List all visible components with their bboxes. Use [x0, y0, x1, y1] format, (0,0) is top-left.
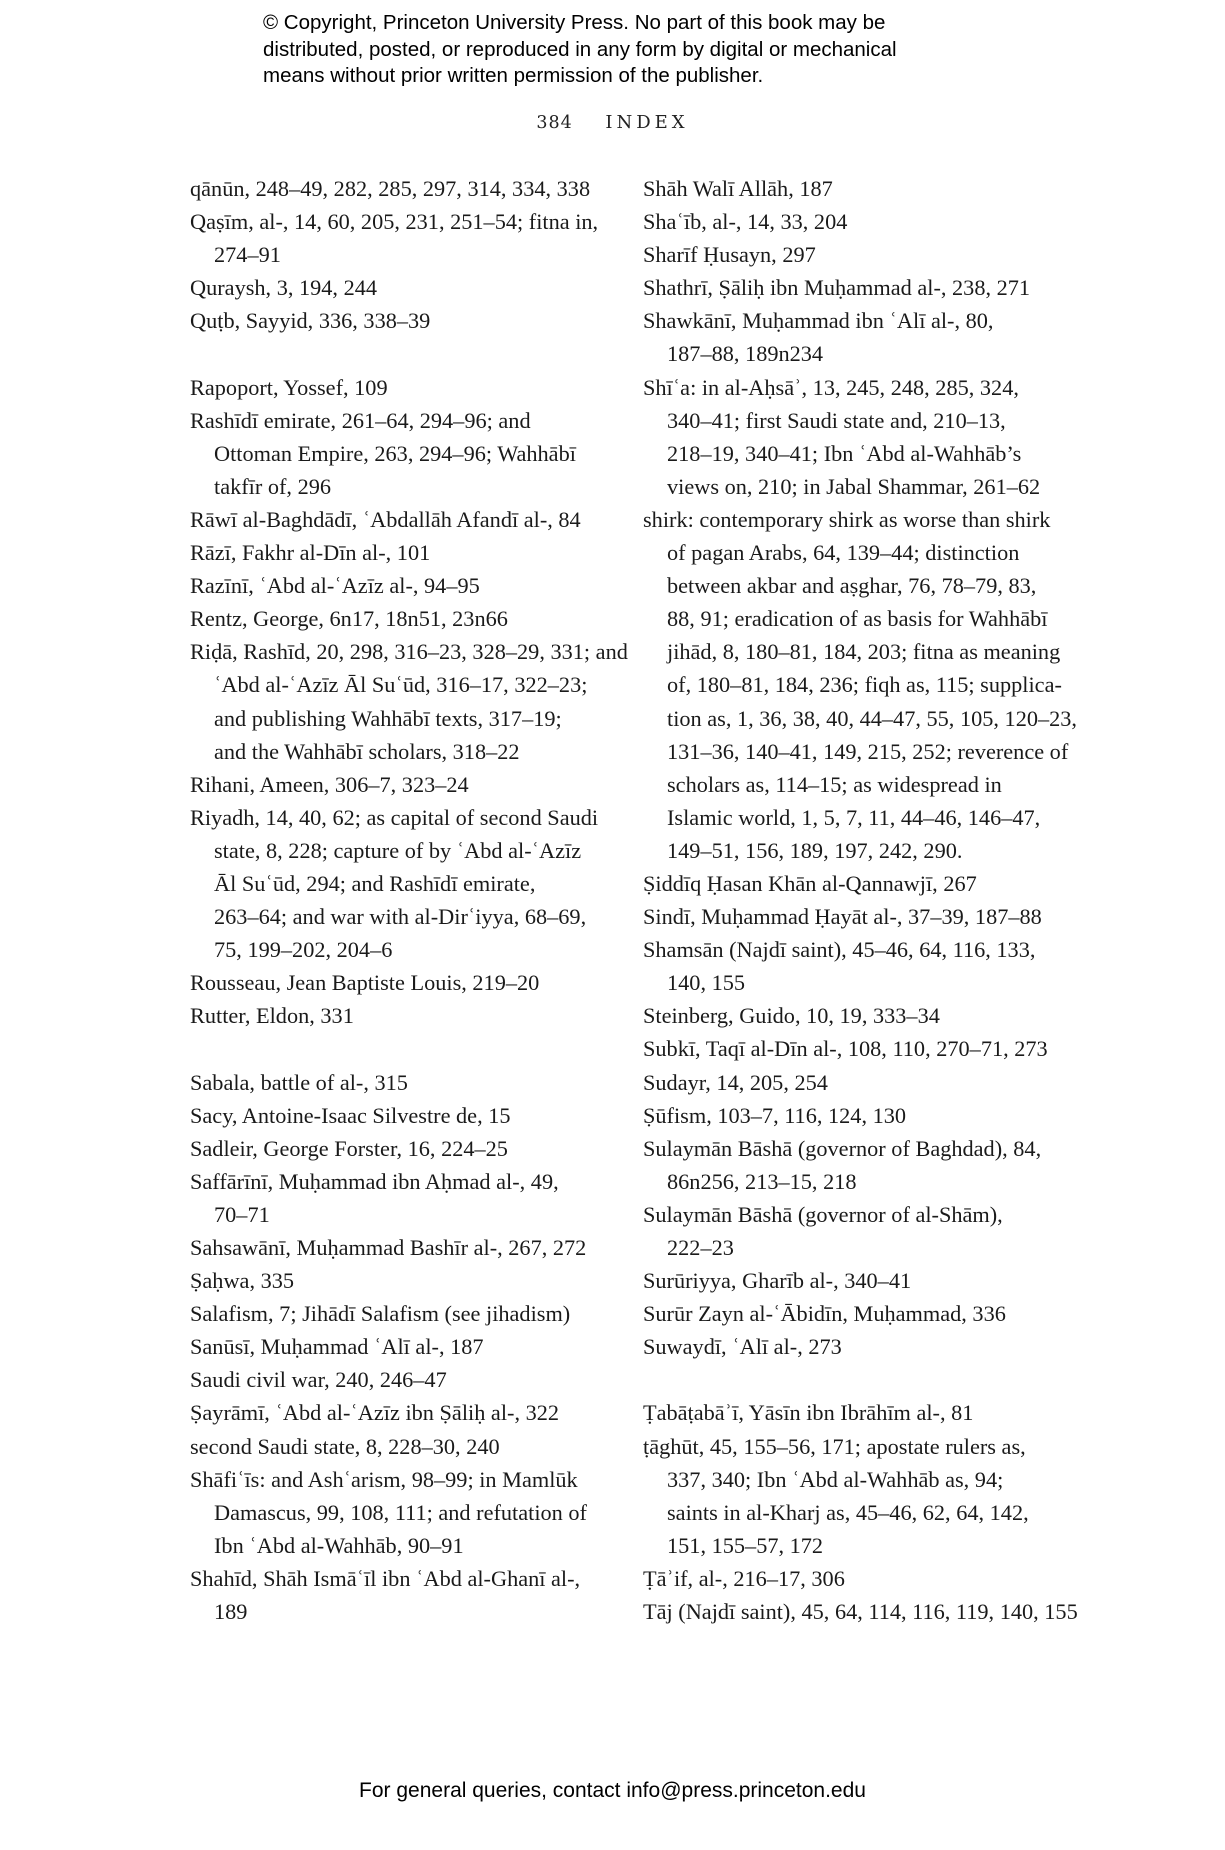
- index-entry: Shīʿa: in al-Aḥsāʾ, 13, 245, 248, 285, 324,: [643, 374, 1019, 400]
- index-entry-continuation: Islamic world, 1, 5, 7, 11, 44–46, 146–47,: [667, 804, 1041, 830]
- index-entry-continuation: Ibn ʿAbd al-Wahhāb, 90–91: [214, 1532, 464, 1558]
- index-entry-continuation: saints in al-Kharj as, 45–46, 62, 64, 142,: [667, 1499, 1029, 1525]
- index-entry: Ṭabāṭabāʾī, Yāsīn ibn Ibrāhīm al-, 81: [643, 1400, 974, 1426]
- index-entry: Ṣayrāmī, ʿAbd al-ʿAzīz ibn Ṣāliḥ al-, 322: [190, 1400, 560, 1426]
- index-entry: Ṭāʾif, al-, 216–17, 306: [643, 1565, 845, 1591]
- index-entry: Saudi civil war, 240, 246–47: [190, 1367, 447, 1393]
- index-entry: Rutter, Eldon, 331: [190, 1003, 354, 1029]
- index-entry-continuation: 88, 91; eradication of as basis for Wahhābī: [667, 606, 1048, 632]
- index-entry: second Saudi state, 8, 228–30, 240: [190, 1433, 500, 1459]
- index-entry: Rousseau, Jean Baptiste Louis, 219–20: [190, 970, 540, 996]
- index-entry-continuation: 263–64; and war with al-Dirʿiyya, 68–69,: [214, 904, 587, 930]
- index-entry-continuation: 70–71: [214, 1201, 270, 1227]
- index-entry: Sharīf Ḥusayn, 297: [643, 242, 816, 268]
- index-entry: Rashīdī emirate, 261–64, 294–96; and: [190, 407, 531, 433]
- section-gap: [190, 1032, 610, 1065]
- index-entry: Sahsawānī, Muḥammad Bashīr al-, 267, 272: [190, 1235, 587, 1260]
- index-entry: Sabala, battle of al-, 315: [190, 1069, 408, 1095]
- index-entry-continuation: 337, 340; Ibn ʿAbd al-Wahhāb as, 94;: [667, 1466, 1004, 1492]
- section-gap: [643, 1363, 1073, 1396]
- index-entry: Sanūsī, Muḥammad ʿAlī al-, 187: [190, 1334, 484, 1360]
- index-entry: ṭāghūt, 45, 155–56, 171; apostate rulers as,: [643, 1433, 1026, 1459]
- index-entry-continuation: and publishing Wahhābī texts, 317–19;: [214, 705, 562, 731]
- index-column-right: [643, 172, 1078, 1628]
- index-entry: shirk: contemporary shirk as worse than shirk: [643, 506, 1051, 532]
- running-head: [0, 112, 1225, 133]
- index-entry: Saffārīnī, Muḥammad ibn Aḥmad al-, 49,: [190, 1168, 559, 1194]
- index-entry: Shawkānī, Muḥammad ibn ʿAlī al-, 80,: [643, 308, 994, 334]
- index-entry: Rapoport, Yossef, 109: [190, 374, 388, 400]
- copyright-line: means without prior written permission of the publisher.: [263, 64, 764, 87]
- index-entry-continuation: of pagan Arabs, 64, 139–44; distinction: [667, 540, 1020, 566]
- index-entry: Rentz, George, 6n17, 18n51, 23n66: [190, 606, 508, 632]
- index-entry-continuation: 340–41; first Saudi state and, 210–13,: [667, 407, 1006, 433]
- index-entry-continuation: Damascus, 99, 108, 111; and refutation of: [214, 1499, 587, 1525]
- index-entry-continuation: 151, 155–57, 172: [667, 1532, 824, 1558]
- index-entry: Quraysh, 3, 194, 244: [190, 275, 378, 301]
- index-entry: Ṣūfism, 103–7, 116, 124, 130: [643, 1102, 907, 1128]
- index-entry-continuation: Āl Suʿūd, 294; and Rashīdī emirate,: [214, 870, 536, 896]
- page-title: INDEX: [605, 112, 689, 133]
- index-entry: Qaṣīm, al-, 14, 60, 205, 231, 251–54; fitna in,: [190, 209, 599, 235]
- index-entry-continuation: tion as, 1, 36, 38, 40, 44–47, 55, 105, 120–23,: [667, 705, 1078, 731]
- index-entry-continuation: state, 8, 228; capture of by ʿAbd al-ʿAzīz: [214, 837, 582, 863]
- index-entry: Shahīd, Shāh Ismāʿīl ibn ʿAbd al-Ghanī al-,: [190, 1565, 581, 1591]
- index-entry-continuation: 149–51, 156, 189, 197, 242, 290.: [667, 837, 963, 863]
- index-entry: Surūriyya, Gharīb al-, 340–41: [643, 1268, 912, 1294]
- index-entry-continuation: and the Wahhābī scholars, 318–22: [214, 738, 520, 764]
- index-entry: Suwaydī, ʿAlī al-, 273: [643, 1334, 842, 1360]
- index-entry: Shaʿīb, al-, 14, 33, 204: [643, 209, 848, 235]
- copyright-line: © Copyright, Princeton University Press. No part of this book may be: [263, 11, 886, 34]
- index-entry: Sudayr, 14, 205, 254: [643, 1069, 828, 1095]
- index-entry: Sindī, Muḥammad Ḥayāt al-, 37–39, 187–88: [643, 904, 1042, 930]
- index-entry-continuation: takfīr of, 296: [214, 473, 332, 499]
- index-entry: Rihani, Ameen, 306–7, 323–24: [190, 771, 469, 797]
- index-entry-continuation: of, 180–81, 184, 236; fiqh as, 115; supplica-: [667, 672, 1062, 698]
- index-entry: Tāj (Najdī saint), 45, 64, 114, 116, 119, 140, 155: [643, 1599, 1078, 1625]
- copyright-line: distributed, posted, or reproduced in any form by digital or mechanical: [263, 37, 897, 61]
- index-entry-continuation: 218–19, 340–41; Ibn ʿAbd al-Wahhāb’s: [667, 440, 1022, 466]
- index-entry-continuation: 140, 155: [667, 970, 746, 996]
- index-entry: Rāwī al-Baghdādī, ʿAbdallāh Afandī al-, 84: [190, 506, 581, 532]
- index-entry: Steinberg, Guido, 10, 19, 333–34: [643, 1003, 940, 1029]
- index-entry-continuation: 274–91: [214, 242, 281, 268]
- index-entry-continuation: scholars as, 114–15; as widespread in: [667, 771, 1002, 797]
- copyright-notice: [263, 10, 1023, 90]
- index-entry-continuation: 187–88, 189n234: [667, 341, 824, 367]
- index-entry-continuation: 222–23: [667, 1235, 734, 1260]
- index-entry: Surūr Zayn al-ʿĀbidīn, Muḥammad, 336: [643, 1301, 1006, 1327]
- index-entry-continuation: views on, 210; in Jabal Shammar, 261–62: [667, 473, 1041, 499]
- page-number: 384: [536, 113, 573, 133]
- index-entry: Subkī, Taqī al-Dīn al-, 108, 110, 270–71, 273: [643, 1036, 1048, 1062]
- index-entry: Sulaymān Bāshā (governor of Baghdad), 84,: [643, 1135, 1042, 1161]
- index-entry-continuation: 189: [214, 1599, 248, 1625]
- index-entry-continuation: between akbar and aṣghar, 76, 78–79, 83,: [667, 573, 1037, 599]
- index-entry-continuation: 86n256, 213–15, 218: [667, 1168, 857, 1194]
- index-entry: Rāzī, Fakhr al-Dīn al-, 101: [190, 540, 431, 566]
- index-entry: Salafism, 7; Jihādī Salafism (see jihadism): [190, 1301, 571, 1327]
- index-entry-continuation: ʿAbd al-ʿAzīz Āl Suʿūd, 316–17, 322–23;: [214, 672, 588, 698]
- index-entry: Riyadh, 14, 40, 62; as capital of second Saudi: [190, 804, 599, 830]
- index-entry: Shāh Walī Allāh, 187: [643, 176, 833, 201]
- index-entry: Razīnī, ʿAbd al-ʿAzīz al-, 94–95: [190, 573, 480, 599]
- index-entry: Riḍā, Rashīd, 20, 298, 316–23, 328–29, 331; and: [190, 639, 628, 665]
- index-entry: Sadleir, George Forster, 16, 224–25: [190, 1135, 508, 1161]
- index-entry-continuation: Ottoman Empire, 263, 294–96; Wahhābī: [214, 440, 576, 466]
- index-entry: Quṭb, Sayyid, 336, 338–39: [190, 308, 431, 334]
- index-entry: Shamsān (Najdī saint), 45–46, 64, 116, 133,: [643, 937, 1036, 963]
- index-entry: Shathrī, Ṣāliḥ ibn Muḥammad al-, 238, 271: [643, 275, 1031, 301]
- index-entry: Sulaymān Bāshā (governor of al-Shām),: [643, 1201, 1003, 1227]
- index-entry: qānūn, 248–49, 282, 285, 297, 314, 334, 338: [190, 176, 591, 201]
- index-entry-continuation: 131–36, 140–41, 149, 215, 252; reverence of: [667, 738, 1069, 764]
- index-column-left: [190, 172, 628, 1628]
- index-entry: Ṣaḥwa, 335: [190, 1268, 295, 1294]
- index-entry-continuation: jihād, 8, 180–81, 184, 203; fitna as meaning: [667, 639, 1061, 665]
- index-entry-continuation: 75, 199–202, 204–6: [214, 937, 393, 963]
- index-entry: Sacy, Antoine-Isaac Silvestre de, 15: [190, 1102, 511, 1128]
- index-entry: Ṣiddīq Ḥasan Khān al-Qannawjī, 267: [643, 870, 977, 896]
- index-entry: Shāfiʿīs: and Ashʿarism, 98–99; in Mamlūk: [190, 1466, 578, 1492]
- footer-contact: For general queries, contact info@press.princeton.edu: [359, 1779, 866, 1802]
- section-gap: [190, 337, 610, 370]
